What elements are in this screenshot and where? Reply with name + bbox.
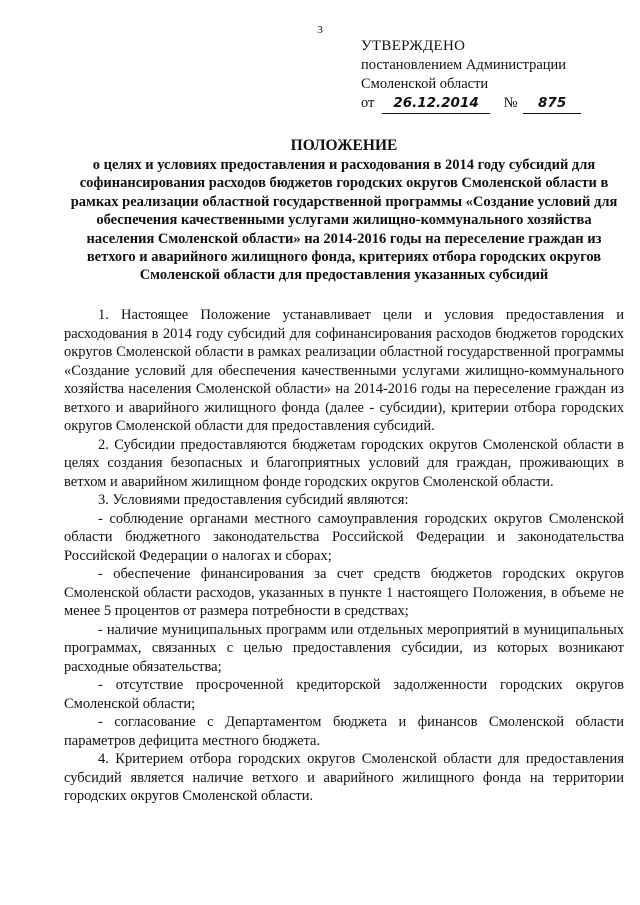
document-title-block: [64, 136, 624, 285]
paragraph-1: 1. Настоящее Положение устанавливает цели и условия предоставления и расходования в 2014 году субсидий для софинансирования расходов бюджетов городских округов Смоленской области в рамках реализации областной государственной программы «Создание условий для обеспечения качественными услугами жилищно-коммунального хозяйства населения Смоленской области» на 2014-2016 годы на переселение граждан из ветхого и аварийного жилищного фонда (далее - субсидии), критерии отбора городских округов Смоленской области для предоставления субсидий.: [64, 307, 624, 434]
condition-item-1: - соблюдение органами местного самоуправления городских округов Смоленской области бюджетного законодательства Российской Федерации и законодательства Российской Федерации о налогах и сборах;: [64, 510, 624, 564]
document-title: ПОЛОЖЕНИЕ: [290, 137, 398, 154]
condition-item-5: - согласование с Департаментом бюджета и финансов Смоленской области параметров дефицита местного бюджета.: [64, 714, 624, 749]
approval-date-line: [361, 94, 623, 114]
page-number: 3: [317, 24, 323, 36]
condition-item-2: - обеспечение финансирования за счет средств бюджетов городских округов Смоленской области расходов, указанных в пункте 1 настоящего Положения, в объеме не менее 5 процентов от размера потребности в средствах;: [64, 566, 624, 619]
condition-item-3: - наличие муниципальных программ или отдельных мероприятий в муниципальных программах, связанных с целью предоставления субсидии, из которых возникают расходные обязательства;: [64, 621, 624, 675]
handwritten-date: 26.12.2014: [382, 94, 490, 114]
approval-heading: УТВЕРЖДЕНО: [361, 38, 466, 54]
document-body: [64, 306, 624, 806]
condition-item-4: - отсутствие просроченной кредиторской задолженности городских округов Смоленской области;: [64, 677, 624, 712]
paragraph-4: 4. Критерием отбора городских округов Смоленской области для предоставления субсидий является наличие ветхого и аварийного жилищного фонда на территории городских округов Смоленской области.: [64, 751, 624, 804]
handwritten-number: 875: [523, 94, 581, 114]
approval-stamp-block: [361, 37, 623, 114]
date-prefix: от: [361, 95, 375, 111]
number-sign: №: [503, 95, 518, 111]
paragraph-2: 2. Субсидии предоставляются бюджетам городских округов Смоленской области в целях создания безопасных и благоприятных условий для граждан, проживающих в ветхом и аварийном жилищном фонде городских округов Смоленской области.: [64, 436, 624, 490]
approval-line-1: постановлением Администрации: [361, 57, 567, 73]
paragraph-3: 3. Условиями предоставления субсидий являются:: [98, 492, 409, 508]
document-subtitle: о целях и условиях предоставления и расходования в 2014 году субсидий для софинансирования расходов бюджетов городских округов Смоленской области в рамках реализации областной государственной программы «Создание условий для обеспечения качественными услугами жилищно-коммунального хозяйства населения Смоленской области» на 2014-2016 годы на переселение граждан из ветхого и аварийного жилищного фонда, критериях отбора городских округов Смоленской области для предоставления указанных субсидий: [70, 157, 618, 284]
approval-line-2: Смоленской области: [361, 76, 489, 92]
